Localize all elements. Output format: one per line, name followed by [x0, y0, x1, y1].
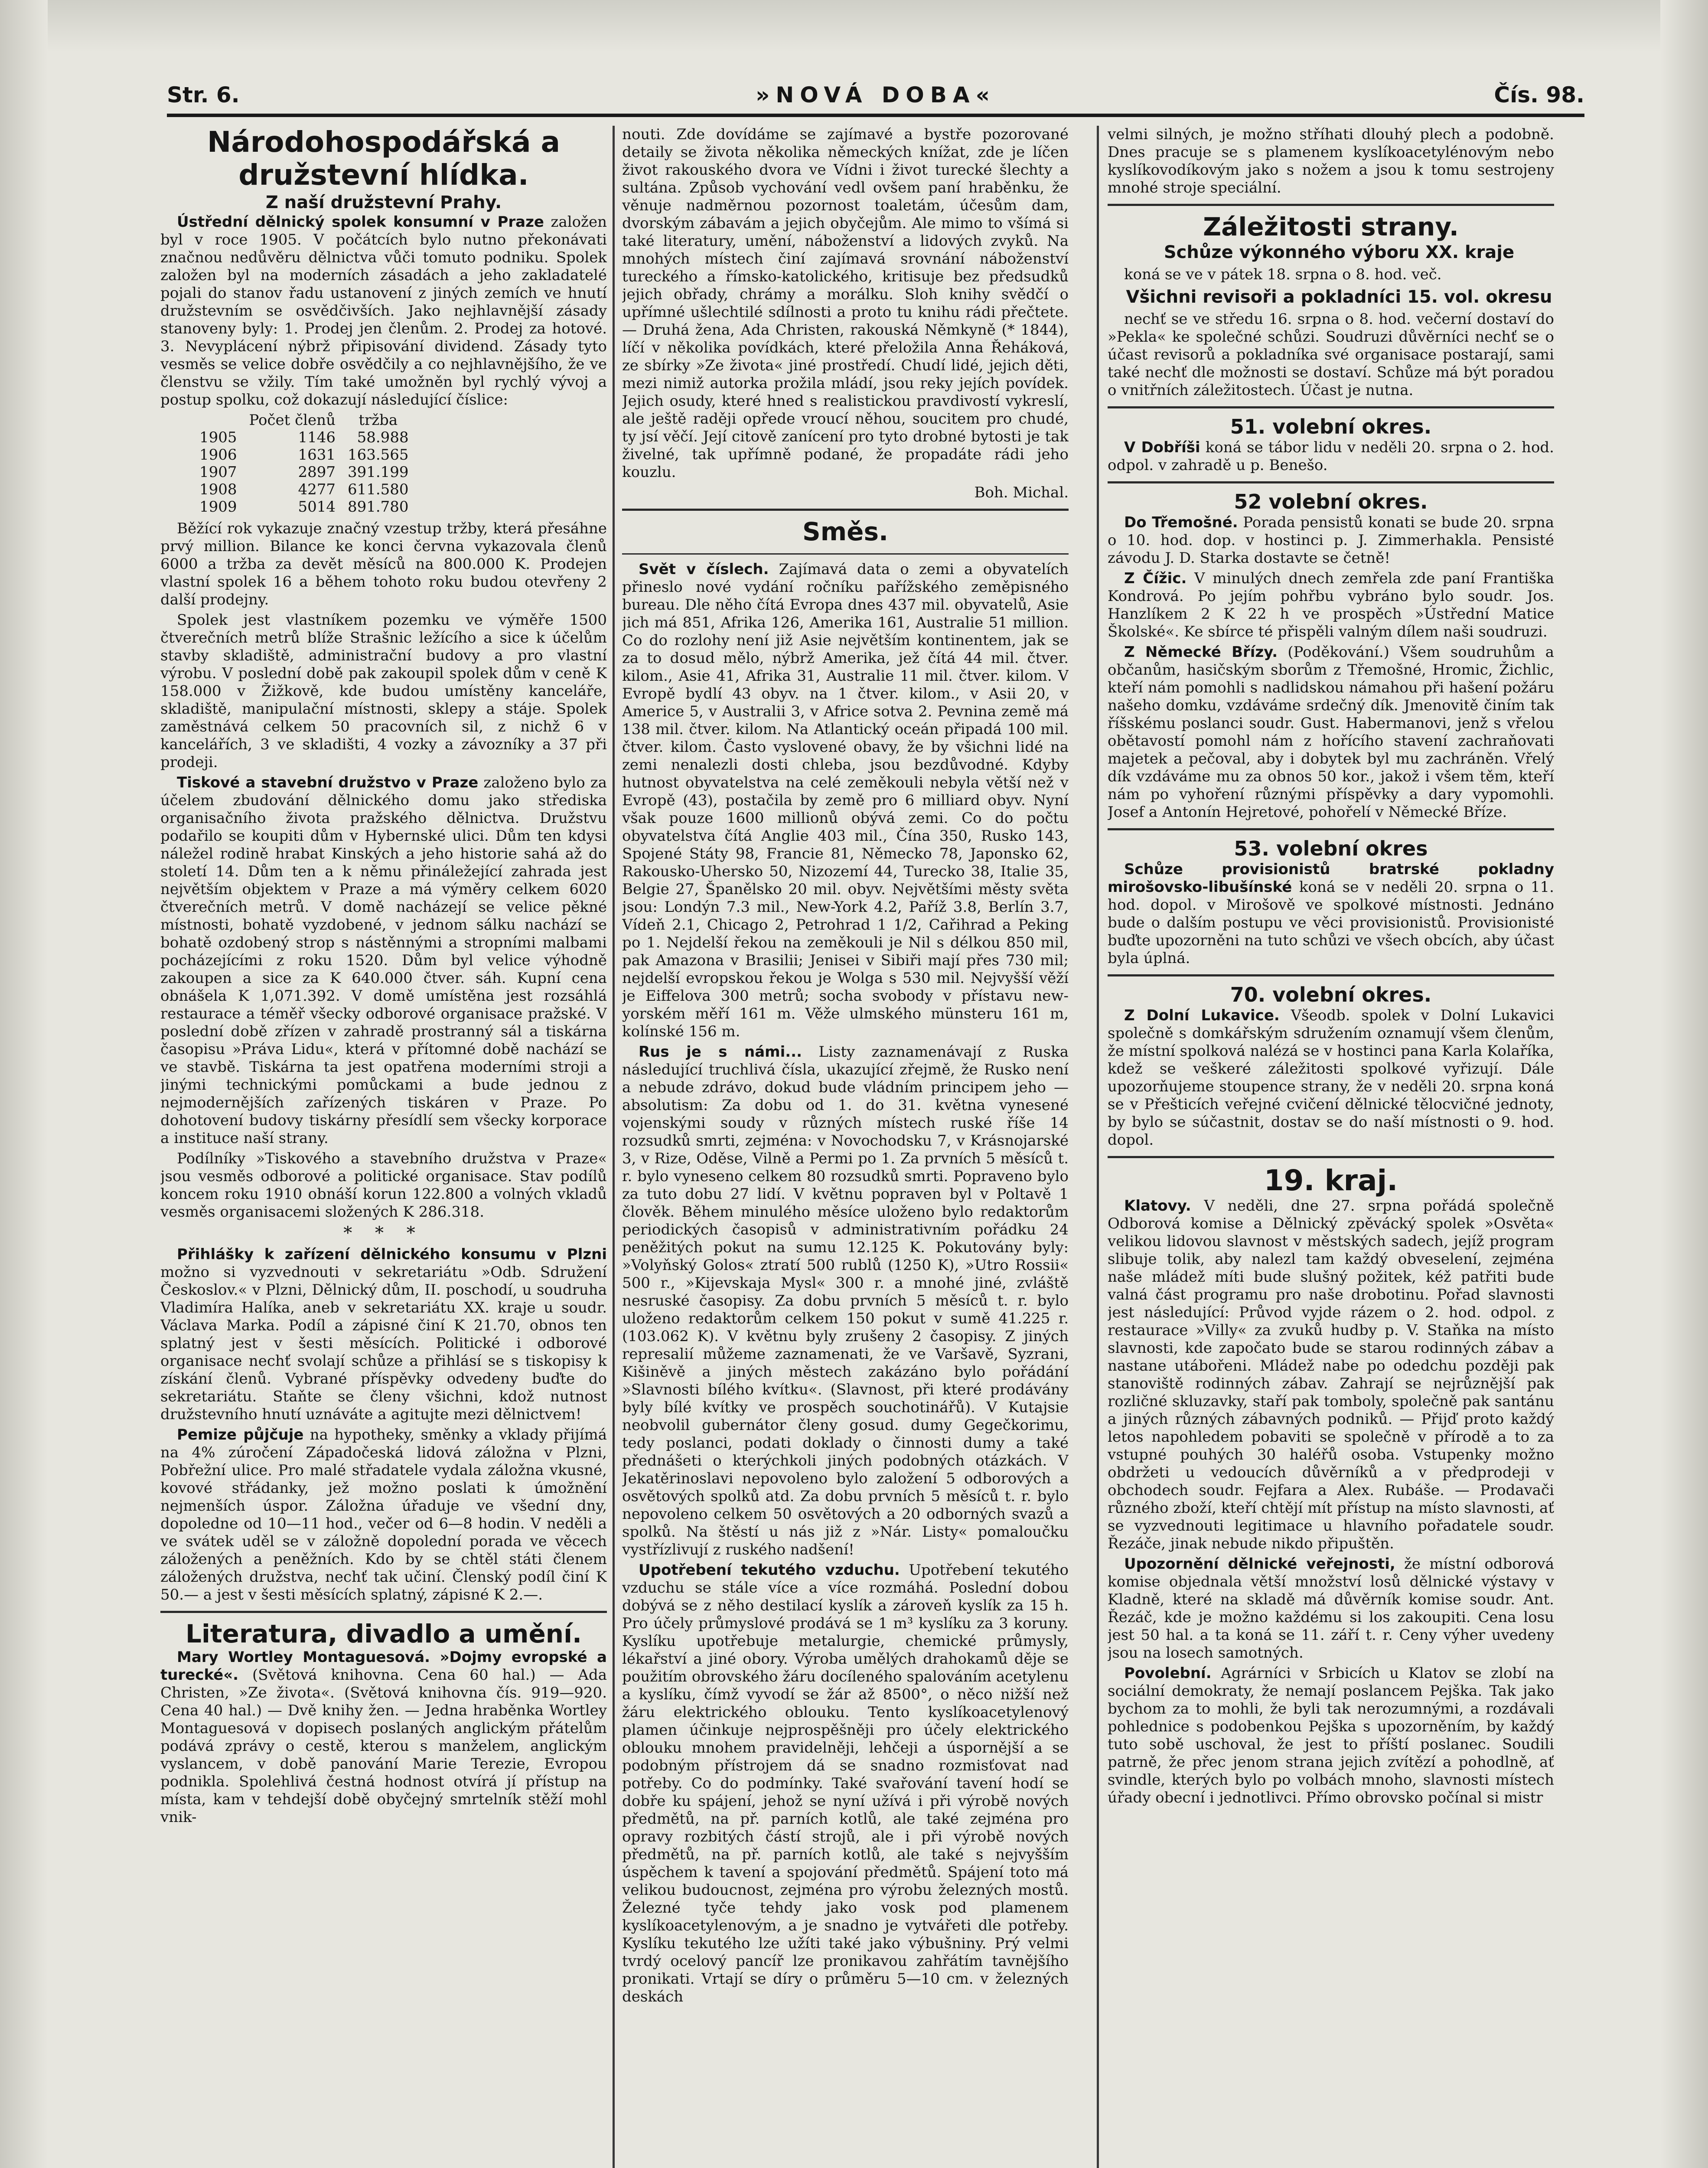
article-paragraph: Podílníky »Tiskového a stavebního družstva v Praze« jsou vesměs odborové a politické organisace. Stav podílů koncem roku 1910 obnáší korun 122.800 a volných vkladů vesměs organisacemi složených K 286.318.: [160, 1150, 607, 1221]
article-paragraph: Svět v číslech. Zajímavá data o zemi a obyvatelích přineslo nové vydání ročníku pařížského zeměpisného bureau. Dle něho čítá Evropa dnes 437 mil. obyvatelů, Asie jich má 851, Afrika 126, Amerika 161, Australie 51 million. Co do rozlohy není již Asie největším kontinentem, jak se za to dosud mělo, nýbrž Amerika, jež čítá 44 mil. čtver. kilom., Asie 41, Afrika 31, Australie 11 mil. čtver. kilom. V Evropě bydlí 43 obyv. na 1 čtver. kilom., v Asii 20, v Americe 5, v Australii 3, v Africe sotva 2. Pevnina země má 138 mil. čtver. kilom. Na Atlantický oceán připadá 100 mil. čtver. kilom. Často vyslovené obavy, že by všichni lidé na zemi nenalezli dosti chleba, jsou bezdůvodné. Kdyby hutnost obyvatelstva na celé zeměkouli nebyla větší než v Evropě (43), postačila by země pro 6 milliard obyv. Nyní však pouze 1600 millionů obývá zemi. Co do počtu obyvatelstva čítá Anglie 403 mil., Čína 350, Rusko 143, Spojené Státy 98, Francie 81, Německo 78, Japonsko 62, Rakousko-Uhersko 50, Nizozemí 44, Turecko 38, Italie 35, Belgie 27, Španělsko 20 mil. obyv. Největšími městy světa jsou: Londýn 7.3 mil., New-York 4.2, Paříž 3.8, Berlín 3.7, Vídeň 2.1, Chicago 2, Petrohrad 1 1/2, Cařihrad a Peking po 1. Nejdelší řekou na zeměkouli je Nil s délkou 850 mil, pak Amazona v Brasilii; Jenisei v Sibiři mají přes 730 mil; nejdelší evropskou řekou je Wolga s 530 mil. Nejvyšší věží je Eiffelova 300 metrů; socha svobody v přístavu new-yorském měří 161 m. Věže ulmského münsteru 161 m, kolínské 156 m.: [622, 561, 1069, 1040]
notice-paragraph: Z Dolní Lukavice. Všeodb. spolek v Dolní Lukavici společně s domkářským sdružením oznamují všem členům, že místní spolková nalézá se v hostinci pana Karla Kolaříka, kdež se veškeré záležitosti spolkové vyřizují. Dále upozorňujeme stoupence strany, že v neděli 20. srpna koná se v Přešticích veřejné cvičení dělnické tělocvičné jednoty, by bylo se súčastnit, dostav se do naší místnosti o 9. hod. dopol.: [1108, 1007, 1554, 1149]
notice-paragraph: Upozornění dělnické veřejnosti, že místní odborová komise objednala větší množství losů dělnické výstavy v Kladně, které na skladě má důvěrník komise soudr. Ant. Řezáč, kde je možno každému si los zakoupiti. Cena losu jest 50 hal. a ta koná se 11. září t. r. Ceny výher uvedeny jsou na losech samotných.: [1108, 1555, 1554, 1662]
section-separator-stars: * * *: [343, 1223, 424, 1243]
scan-shadow-top: [0, 0, 1708, 52]
notice-paragraph: V Dobříši koná se tábor lidu v neděli 20. srpna o 2. hod. odpol. v zahradě u p. Benešo.: [1108, 439, 1554, 474]
notice-paragraph: Z Německé Břízy. (Poděkování.) Všem soudruhům a občanům, hasičským sborům z Třemošné, Hromic, Žichlic, kteří nám pomohli s nadlidskou námahou při hašení požáru našeho domku, vzdáváme srdečný dík. Jmenovitě činím tak říšskému poslanci soudr. Gust. Habermanovi, jenž s vřelou obětavostí pomohl nám z hořícího stavení zachraňovati majetek a pečoval, aby i dobytek byl mu zachráněn. Vřelý dík vzdáváme mu za obnos 50 kor., jakož i všem těm, kteří nám po vyhoření různými příspěvky a dary vypomohli. Josef a Antonín Hejretové, pohořelí v Německé Bříze.: [1108, 643, 1554, 821]
notice-paragraph: Schůze provisionistů bratrské pokladny mirošovsko-libušínské koná se v neděli 20. srpna o 11. hod. dopol. v Mirošově ve spolkové místnosti. Jednáno bude o dalším postupu ve věci provisionistů. Provisionisté buďte upozorněni na tuto schůzi ve všech obcích, aby účast byla úplná.: [1108, 861, 1554, 967]
table-header-row: [199, 411, 421, 429]
section-rule: [622, 509, 1069, 511]
notice-paragraph: Klatovy. V neděli, dne 27. srpna pořádá společně Odborová komise a Dělnický zpěvácký spolek »Osvěta« velikou lidovou slavnost v městských sadech, jejíž program slibuje tolik, aby nalezl tam každý obveselení, zejména naše mládež míti bude slušný požitek, kéž patřiti bude valná část programu pro naše drobotinu. Pořad slavnosti jest následující: Průvod vyjde rázem o 2. hod. odpol. z restaurace »Villy« za zvuků hudby p. V. Staňka na místo slavnosti, kde započato bude se starou rodinných zábav a nastane utábořeni. Mládež nabe po odedchu později pak stanoviště rodinných zábav. Zahrají se nejrůznější pak rozličné skluzavky, staří pak tomboly, společně pak santánu a jiných různých zábavných podniků. — Přijď proto každý letos napohledem pobaviti se společně v přírodě a to za vstupné pouhých 30 haléřů osoba. Vstupenky možno obdržeti u vedoucích důvěrníků a v předprodeji v obchodech soudr. Fejfara a Alex. Rubáše. — Prodavači různého zboží, kteří chtějí mít přístup na místo slavnosti, ať se vyzvednouti legitimace u hlavního pořadatele soudr. Řezáče, jinak nebude nikdo připuštěn.: [1108, 1197, 1554, 1552]
table-row: 1909 5014 891.780: [199, 498, 409, 516]
column-divider-2: [1097, 126, 1099, 2168]
table-row: 1908 4277 611.580: [199, 481, 409, 498]
page-header: [167, 82, 1584, 113]
district-heading-70: 70. volební okres.: [1230, 983, 1432, 1006]
article-paragraph: Běžící rok vykazuje značný vzestup tržby, která přesáhne prvý million. Bilance ke konci června vykazovala členů 6000 a tržba za devět měsíců na 800.000 K. Prodejen vlastní spolek 16 a během tohoto roku budou otevřeny 2 další prodejny.: [160, 520, 607, 608]
article-signature: Boh. Michal.: [974, 484, 1069, 501]
region-heading-19: 19. kraj.: [1264, 1164, 1398, 1197]
article-paragraph: Mary Wortley Montaguesová. »Dojmy evropské a turecké«. (Světová knihovna. Cena 60 hal.) — Ada Christen, »Ze života«. (Světová knihovna čís. 919—920. Cena 40 hal.) — Dvě knihy žen. — Jedna hraběnka Wortley Montaguesová v dopisech poslaných anglickým přátelům podává zprávy o cestě, kterou s manželem, anglickým vyslancem, v době panování Marie Terezie, Evropou podnikla. Spolehlivá čestná hodnost otvírá jí přístup na místa, kam v tehdejší době obyčejný smrtelník stěží mohl vnik-: [160, 1649, 607, 1826]
header-rule: [167, 114, 1584, 117]
section-heading-economy: Národohospodářská a družstevní hlídka.: [207, 126, 560, 192]
scan-shadow-right: [1660, 0, 1708, 2168]
section-rule: [622, 553, 1069, 555]
district-heading-52: 52 volební okres.: [1234, 490, 1428, 513]
section-heading-literature: Literatura, divadlo a umění.: [185, 1619, 582, 1649]
article-paragraph: Spolek jest vlastníkem pozemku ve výměře 1500 čtverečních metrů blíže Strašnic ležícího a sice k účelům stavby skladiště, administrační budovy a pro vlastní výrobu. V poslední době pak zakoupil spolek dům v ceně K 158.000 v Žižkově, kde budou umístěny kanceláře, skladiště, manipulační místnosti, sklepy a stáje. Spolek zaměstnává celkem 50 pracovních sil, z nichž 6 v kancelářích, 3 ve skladišti, 4 vozky a závozníky a 37 při prodeji.: [160, 611, 607, 771]
masthead-title: »NOVÁ DOBA«: [756, 82, 996, 108]
table-header: tržba: [359, 411, 398, 429]
section-rule: [1108, 974, 1554, 976]
column-3: [1108, 126, 1554, 2168]
article-paragraph: Přihlášky k zařízení dělnického konsumu v Plzni možno si vyzvednouti v sekretariátu »Odb. Sdružení Českoslov.« v Plzni, Dělnický dům, II. poschodí, u soudruha Vladimíra Halíka, aneb v sekretariátu XX. kraje u soudr. Václava Marka. Podíl a zápisné činí K 21.70, obnos ten splatný jest v šesti měsících. Politické i odborové organisace nechť svolají schůze a přihlásí se s tiskopisy k získání členů. Vybrané příspěvky odvedeny buďte do sekretariátu. Staňte se členy všichni, kdož nutnost družstevního hnutí uznáváte a agitujte mezi dělnictvem!: [160, 1246, 607, 1423]
notice-title: Všichni revisoři a pokladníci 15. vol. okresu: [1126, 287, 1552, 307]
page-number: Str. 6.: [167, 82, 240, 108]
section-rule: [160, 1611, 607, 1613]
district-heading-51: 51. volební okres.: [1230, 415, 1432, 438]
article-paragraph: Rus je s námi... Listy zaznamenávají z Ruska následující truchlivá čísla, ukazující zřejmě, že Rusko není a nebude zdrávo, dokud bude vládním principem jeho — absolutism: Za dobu od 1. do 31. května vynesené vojenskými soudy v různých místech ruské říše 14 rozsudků smrti, zejména: v Novochodsku 7, v Krásnojarské 3, v Rize, Oděse, Vilně a Permi po 1. Za prvních 5 měsíců t. r. bylo vyneseno celkem 80 rozsudků smrti. Popraveno bylo za tuto dobu 27 lidí. V květnu popraven byl v Poltavě 1 člověk. Během minulého měsíce uloženo bylo redaktorům periodických časopisů v administrativním pořádku 24 peněžitých pokut na sumu 12.125 K. Pokutovány byly: »Volyňský Golos« ztratí 500 rublů (1250 K), »Utro Rossii« 500 r., »Kijevskaja Mysl« 300 r. a mnohé jiné, zvláště nesruské časopisy. Za dobu prvních 5 měsíců t. r. bylo uloženo redaktorům celkem 150 pokut v sumě 41.225 r. (103.062 K). V květnu byly zrušeny 2 časopisy. Z jiných represalií můžeme zaznamenati, že ve Varšavě, Syzrani, Kišiněvě a jiných městech zakázáno bylo pořádání »Slavnosti bílého kvítku«. (Slavnost, při které prodávány byly bílé kvítky ve prospěch souchotinářů). V Kutajsie neobvolil gubernátor členy gosud. dumy Gegečkorimu, tedy poslanci, podati doklady o činnosti dumy a také přednášeti o kterýchkoli jiných podobných otázkách. V Jekatěrinoslavi nepovoleno bylo založení 5 odborových a osvětových spolků atd. Za dobu prvních 5 měsíců t. r. bylo nepovoleno celkem 50 osvětových a 20 odborných svazů a spolků. Na štěstí u nás již z »Nár. Listy« pomaloučku vystřízlivují z ruského nadšení!: [622, 1043, 1069, 1558]
notice-paragraph: Do Třemošné. Porada pensistů konati se bude 20. srpna o 10. hod. dop. v hostinci p. J. Zimmerhakla. Pensisté závodu J. D. Starka dostavte se četně!: [1108, 514, 1554, 567]
column-1: [160, 126, 607, 2168]
article-paragraph: Ústřední dělnický spolek konsumní v Praze založen byl v roce 1905. V počátcích bylo nutno překonávati značnou nedůvěru dělnictva vůči tomuto podniku. Spolek založen byl na moderních zásadách a jeho zakladatelé pojali do stanov řadu ustanovení z jiných zemích ve hnutí družstevním se osvědčivších. Jako nejhlavnější zásady stanoveny byly: 1. Prodej jen členům. 2. Prodej za hotové. 3. Nevyplácení nýbrž připisování dividend. Zásady tyto vesměs se velice dobře osvědčily a co nejhlavnějšího, že ve členstvu se vžily. Tím také umožněn byl rychlý vývoj a postup spolku, což dokazují následující číslice:: [160, 213, 607, 408]
table-row: 1907 2897 391.199: [199, 464, 409, 481]
article-paragraph: Pemize půjčuje na hypotheky, směnky a vklady přijímá na 4% zúročení Západočeská lidová záložna v Plzni, Pobřežní ulice. Pro malé střadatele vydala záložna vkusné, kovové střádanky, jež možno poslati k úmožnění nejmenších úspor. Záložna úřaduje ve všední dny, dopoledne od 10—11 hod., večer od 6—8 hodin. V neděli a ve svátek uděl se v záložně dopolední porada ve věcech záložených a peněžních. Kdo by se chtěl státi členem záložených družstva, nechť tak učiní. Členský podíl činí K 50.— a jest v šesti měsících splatný, zápisné K 2.—.: [160, 1426, 607, 1603]
table-row: 1905 1146 58.988: [199, 429, 409, 446]
subheading-prague: Z naší družstevní Prahy.: [265, 193, 502, 212]
section-rule: [1108, 1156, 1554, 1158]
issue-number: Čís. 98.: [1494, 82, 1584, 108]
notice-paragraph: koná se ve v pátek 18. srpna o 8. hod. več.: [1124, 266, 1442, 283]
section-heading-miscellany: Směs.: [802, 517, 889, 546]
section-rule: [1108, 828, 1554, 830]
notice-paragraph: Z Čížic. V minulých dnech zemřela zde paní Františka Kondrová. Po jejím pohřbu vybráno bylo soudr. Jos. Hanzlíkem 2 K 22 h ve prospěch »Ústřední Matice Školské«. Ke sbírce té přispěli valným dílem naši soudruzi.: [1108, 570, 1554, 640]
section-rule: [1108, 481, 1554, 483]
notice-paragraph: nechť se ve středu 16. srpna o 8. hod. večerní dostaví do »Pekla« ke společné schůzi. Soudruzi důvěrníci nechť se o účast revisorů a pokladníka své organisace postarají, sami také nechť dle možnosti se dostaví. Schůze má být poradou o vnitřních záležitostech. Účast je nutna.: [1108, 310, 1554, 399]
article-paragraph: Upotřebení tekutého vzduchu. Upotřebení tekutého vzduchu se stále více a více rozmáhá. Poslední dobou dobývá se z něho destilací kyslík a zároveň kyslík za 15 h. Pro účely průmyslové prodává se 1 m³ kyslíku za 3 koruny. Kyslíku upotřebuje metalurgie, chemické průmysly, lékařství a jiné obory. Výroba umělých drahokamů děje se použitím obrovského žáru docíleného spalováním acetylenu a kyslíku, čímž vyvodí se žár až 8500°, o něco nižší než žáru elektrického oblouku. Tento kyslíkoacetylenový plamen účinkuje nejprospěšněji pro účely elektrického oblouku mnohem pravidelněji, lehčeji a úspornější a se podobným přístrojem dá se snadno rozmisťovat nad potřeby. Co do podmínky. Také svařování tavení hodí se dobře ku spájení, jehož se nyní užívá i při výrobě nových předmětů, na př. parních kotlů, ale také zejména pro opravy rozbitých částí strojů, ale i při výrobě nových předmětů, na př. parních kotlů, ale také s nejvyšším úspěchem k tavení a spojování předmětů. Spájení toto má velikou budoucnost, zejména pro výrobu železných mostů. Železné tyče tehdy jako vosk pod plamenem kyslíkoacetylenovým, a je snadno je vytvářeti dle potřeby. Kyslíku tekutého lze užíti také jako výbušniny. Prý velmi tvrdý ocelový pancíř lze pronikavou zahřátím tavnějšího pronikati. Vrtají se díry o průměru 5—10 cm. v železných deskách: [622, 1561, 1069, 2005]
article-paragraph: nouti. Zde dovídáme se zajímavé a bystře pozorované detaily se života několika německých knížat, zde je líčen život rakouského dvora ve Vídni i život turecké šlechty a sultána. Způsob vychování vedl ovšem paní hraběnku, že věnuje nadměrnou pozornost toaletám, účesům dam, dvorským zábavám a jejich obyčejům. Ale mimo to všímá si také literatury, umění, náboženství a lidových zvyků. Na mnohých místech činí zajímavá srovnání náboženství tureckého a římsko-katolického, kritisuje bez předsudků jejich obřady, chrámy a morálku. Sloh knihy svědčí o upřímné ušlechtilé sdílnosti a proto tu knihu rádi přečtete. — Druhá žena, Ada Christen, rakouská Němkyně (* 1844), líčí v několika povídkách, které přeložila Anna Řeháková, ze sbírky »Ze života« jiné prostředí. Chudí lidé, jejich děti, mezi nimiž autorka prožila mládí, jsou reky jejích povídek. Jejich osudy, které hned s realistickou pravdivostí vykreslí, ale ještě raději opřede vroucí něhou, soucitem pro chudé, ty jsí věčí. Její citově zanícení pro tyto drobné bytosti je tak živelné, tak upřímně podané, že propadáte rádi jeho kouzlu.: [622, 126, 1069, 481]
article-paragraph: velmi silných, je možno stříhati dlouhý plech a podobně. Dnes pracuje se s plamenem kyslíkoacetylénovým nebo kyslíkovodíkovým jako s nožem a jsou k tomu sestrojeny mnohé stroje speciální.: [1108, 126, 1554, 196]
section-rule: [1108, 204, 1554, 206]
notice-title: Schůze výkonného výboru XX. kraje: [1164, 242, 1515, 262]
table-row: 1906 1631 163.565: [199, 446, 409, 464]
section-rule: [1108, 406, 1554, 408]
membership-stats-table: [199, 411, 421, 516]
scan-shadow-left: [0, 0, 48, 2168]
district-heading-53: 53. volební okres: [1234, 837, 1428, 860]
section-heading-party-affairs: Záležitosti strany.: [1203, 212, 1459, 242]
notice-paragraph: Povolební. Agrárníci v Srbicích u Klatov se zlobí na sociální demokraty, že nemají poslancem Pejška. Tak jako bychom za to mohli, že byli tak nerozumnými, a rozdávali pohlednice s podobenkou Pejška s upozorněním, by každý tuto sobě uschoval, že jest to příští poslanec. Soudili patrně, že přec jenom strana jejich zvítězí a pohodlně, ať svindle, kterých bylo po volbách mnoho, slavnosti místech úřady obecní i jednotlivci. Přímo obrovsko počínal si mistr: [1108, 1665, 1554, 1806]
column-2: [622, 126, 1069, 2168]
article-paragraph: Tiskové a stavební družstvo v Praze založeno bylo za účelem zbudování dělnického domu jako střediska organisačního života pražského dělnictva. Družstvu podařilo se koupiti dům v Hybernské ulici. Dům ten kdysi náležel rodině hrabat Kinských a jeho historie sahá až do století 14. Dům ten a k němu přináležející zahrada jest největším objektem v Praze a má výměry celkem 6020 čtverečních metrů. V domě nacházejí se velice pěkné místnosti, bohatě vyzdobené, v jednom sálku nachází se bohatě ozdobený strop s nástěnnými a stropními malbami pocházejícími z roku 1520. Dům byl velice výhodně zakoupen a sice za K 640.000 čtver. sáh. Kupní cena obnášela K 1,071.392. V domě umístěna jest rozsáhlá restaurace a téměř všecky odborové organisace pražské. V poslední době zřízen v zahradě prostranný sál a tiskárna časopisu »Práva Lidu«, která v přítomné době nachází se ve stavbě. Tiskárna ta jest opatřena moderními stroji a jinými technickými pomůckami a bude jednou z nejmodernějších zařízených tiskáren v Praze. Po dohotovení budovy tiskárny přesídlí sem všecky korporace a instituce naší strany.: [160, 774, 607, 1147]
column-divider-1: [613, 126, 615, 2168]
table-header: [199, 411, 249, 429]
table-header: Počet členů: [249, 411, 336, 429]
